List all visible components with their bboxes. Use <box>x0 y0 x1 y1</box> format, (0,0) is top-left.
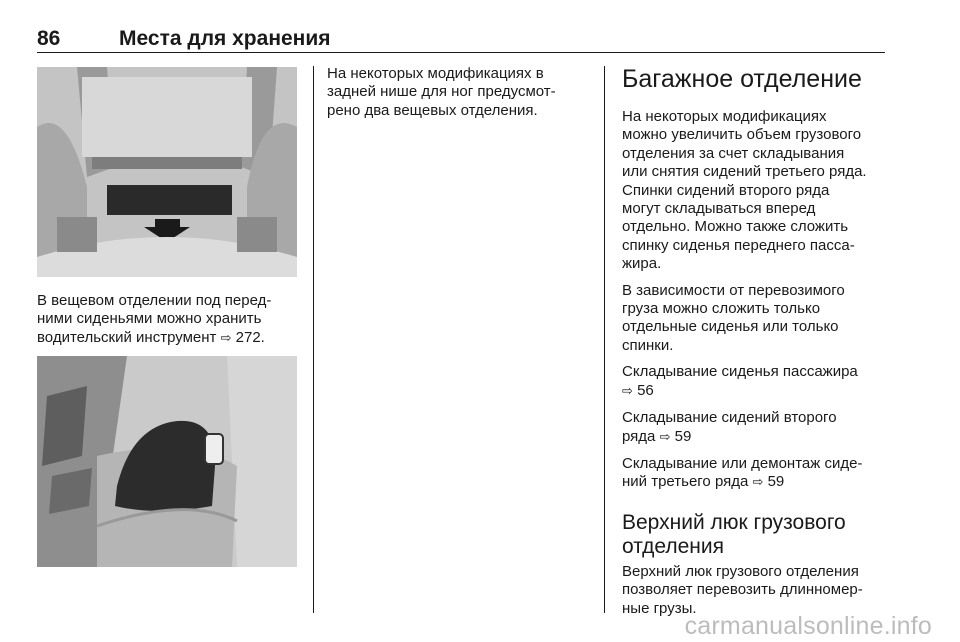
paragraph: Верхний люк грузового отделения позволяет перевозить длинномер- ные грузы. <box>622 562 863 617</box>
under-seat-illustration <box>37 67 297 277</box>
cargo-section <box>622 64 892 626</box>
figure-rear-footwell-storage <box>37 356 297 567</box>
cross-reference: Складывание сидений второго ряда ⇨ 59 <box>622 409 837 445</box>
figure1-caption: В вещевом отделении под перед- ними сиденьями можно хранить водительский инструмент ⇨ 272. <box>37 292 272 346</box>
page-ref-link[interactable]: 59 <box>674 427 692 445</box>
figure-under-seat-storage <box>37 67 297 277</box>
page-header <box>37 28 885 53</box>
column-divider <box>313 66 314 613</box>
page-ref-arrow-icon: ⇨ <box>659 429 671 445</box>
chapter-title: Места для хранения <box>119 27 331 50</box>
page-ref-arrow-icon: ⇨ <box>752 475 764 491</box>
page-ref-link[interactable]: 272. <box>235 328 265 346</box>
paragraph: На некоторых модификациях можно увеличить объем грузового отделения за счет складывания или снятия сидений третьего ряда. Спинки сидений второго ряда могут складываться вперед отдельно. Можно также сложить спинку сиденья переднего пасса- жира. <box>622 108 867 273</box>
paragraph: В зависимости от перевозимого груза можно сложить только отдельные сиденья или только спинки. <box>622 281 845 354</box>
page-ref-arrow-icon: ⇨ <box>220 330 232 346</box>
subsection-heading-roof-hatch: Верхний люк грузового отделения <box>622 510 846 558</box>
page-ref-link[interactable]: 59 <box>767 473 785 491</box>
page-ref-arrow-icon: ⇨ <box>622 383 633 399</box>
page-number: 86 <box>37 27 61 50</box>
rear-storage-illustration <box>37 356 297 567</box>
cross-reference: Складывание или демонтаж сиде- ний третьего ряда ⇨ 59 <box>622 454 863 491</box>
site-watermark: carmanualsonline.info <box>684 612 932 640</box>
rear-footwell-text: На некоторых модификациях в задней нише для ног предусмот- рено два вещевых отделения. <box>327 65 556 119</box>
page-ref-link[interactable]: 56 <box>637 381 654 399</box>
column-divider <box>604 66 605 613</box>
section-heading-cargo: Багажное отделение <box>622 65 862 93</box>
cross-reference: Складывание сиденья пассажира ⇨ 56 <box>622 363 858 399</box>
